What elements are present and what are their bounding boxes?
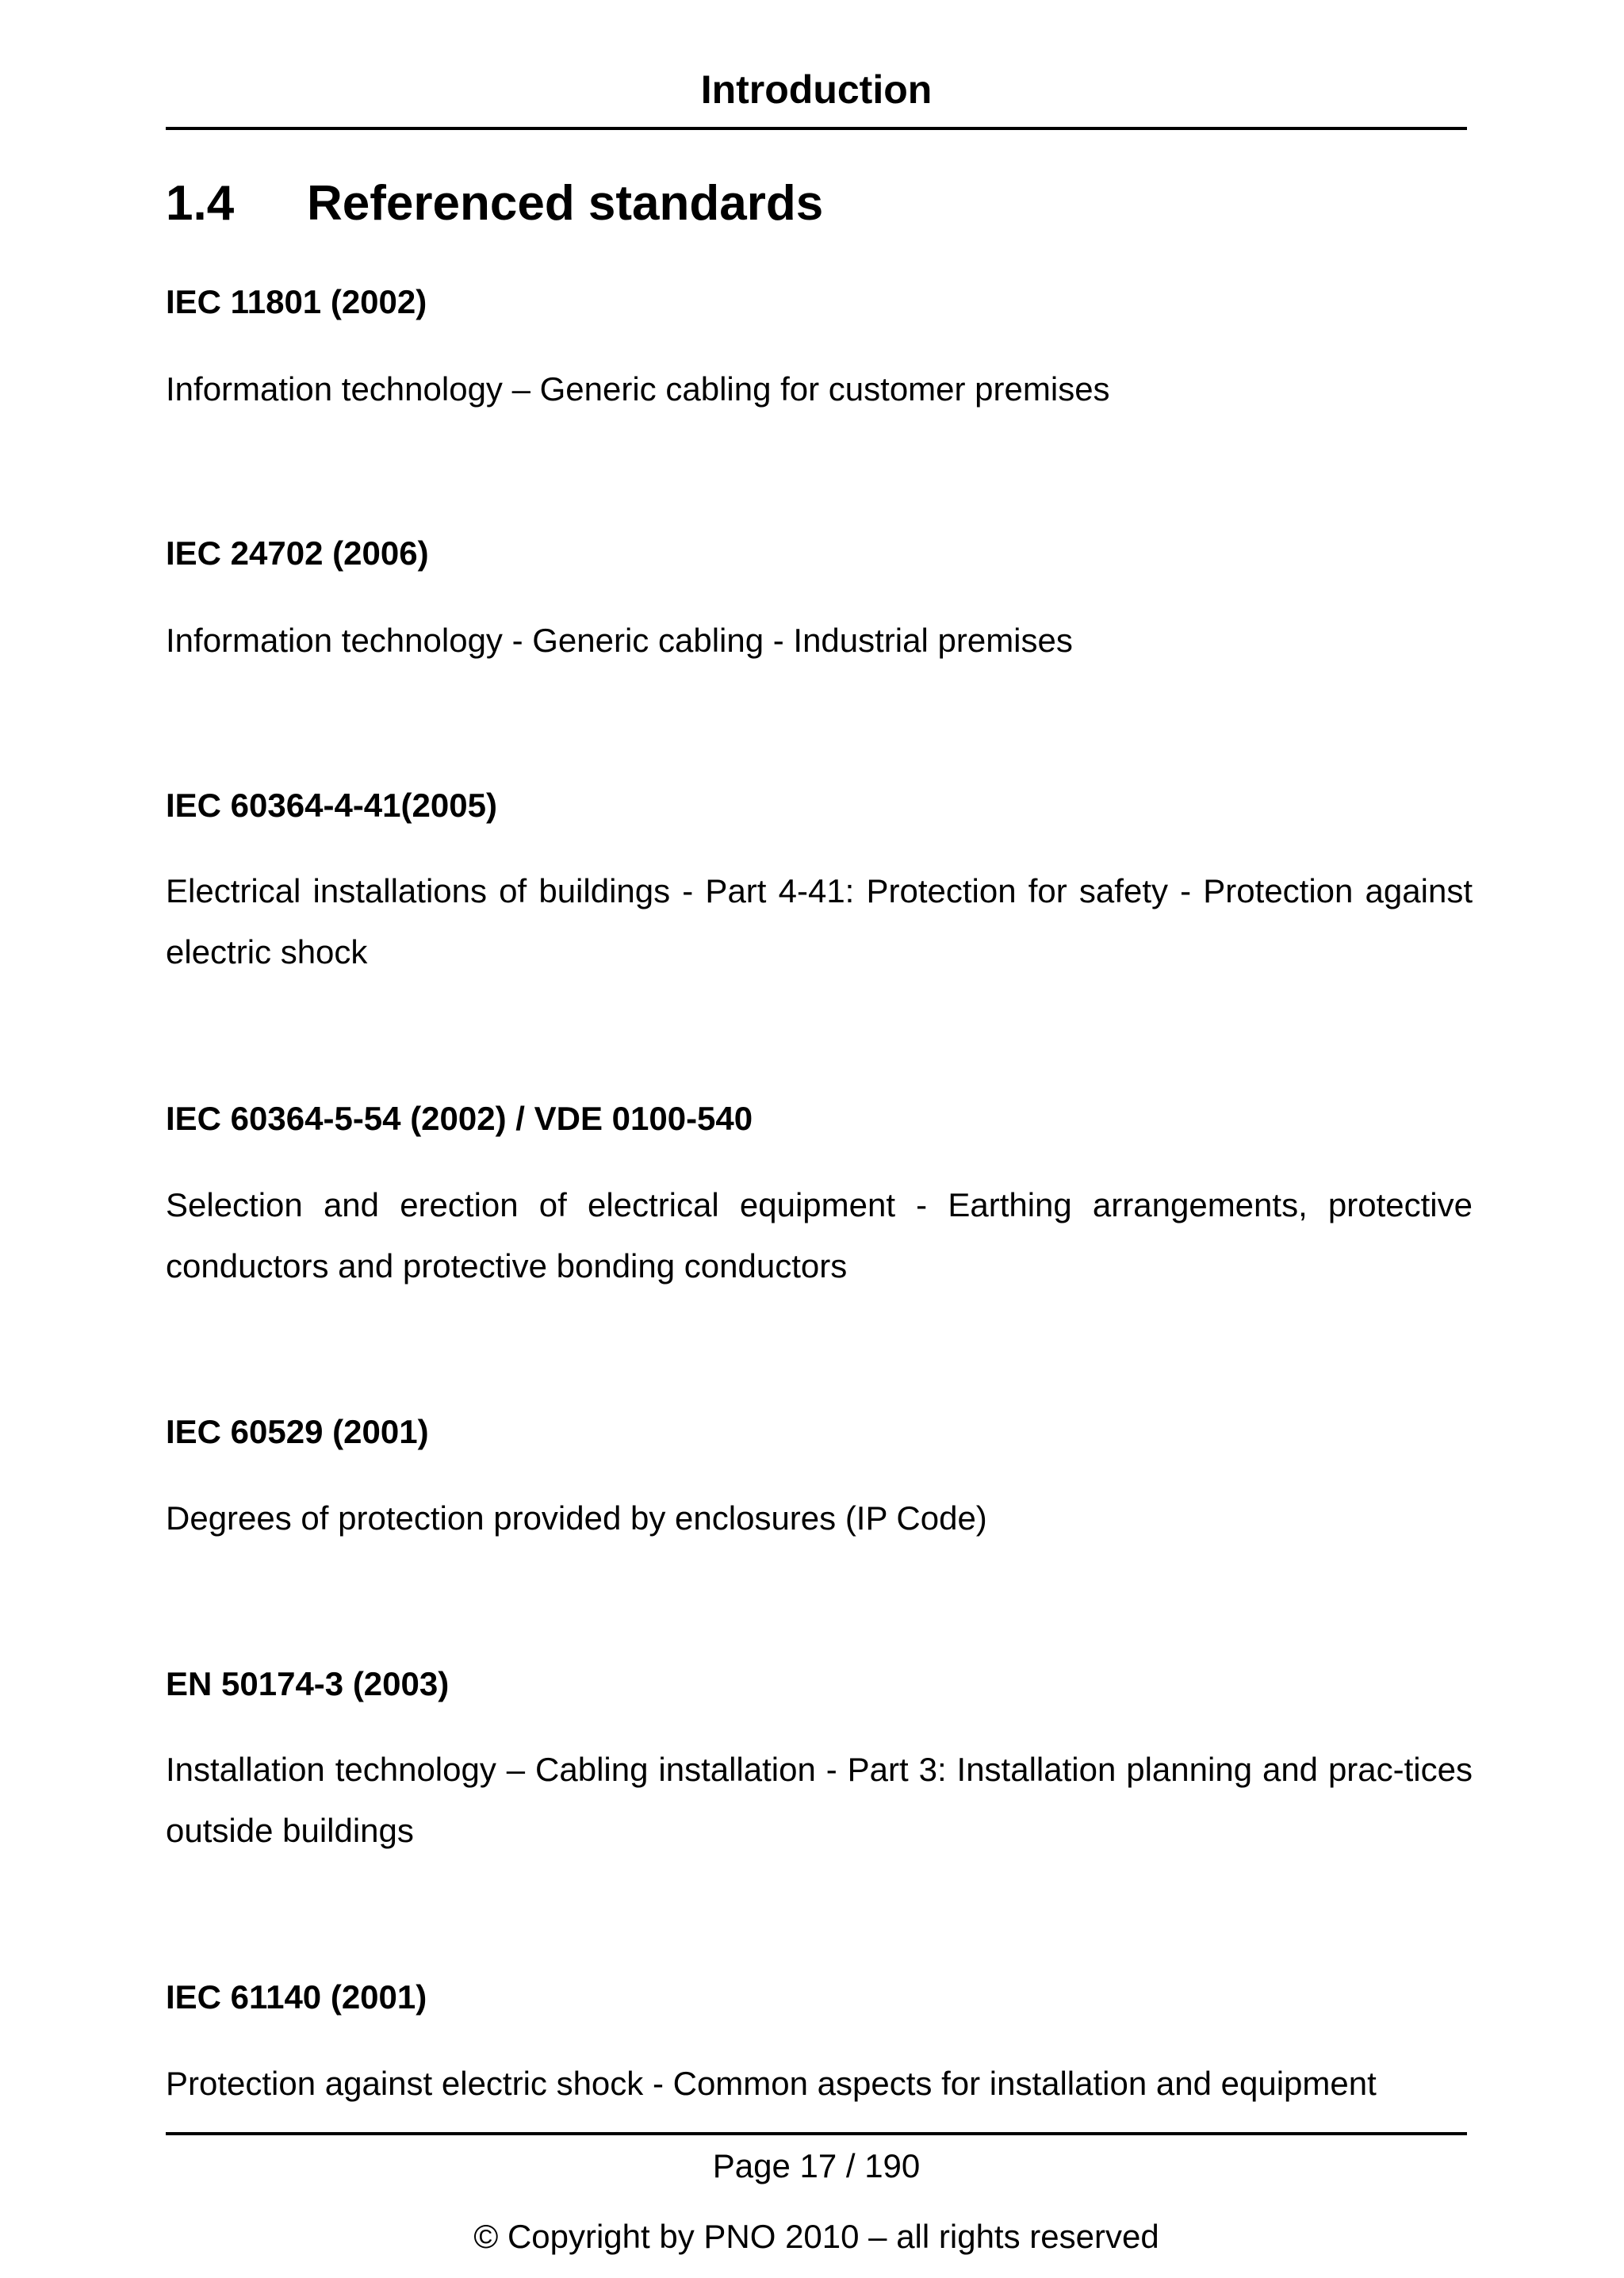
copyright-notice: © Copyright by PNO 2010 – all rights reserved: [473, 2218, 1159, 2255]
standard-description: Information technology - Generic cabling - Industrial premises: [166, 622, 1073, 659]
standard-description: Selection and erection of electrical equipment - Earthing arrangements, protective conductors and protective bonding conductors: [166, 1186, 1473, 1284]
page-number: Page 17 / 190: [712, 2147, 921, 2184]
standard-description: Information technology – Generic cabling for customer premises: [166, 370, 1110, 408]
footer-rule: [166, 2132, 1467, 2135]
standard-code: IEC 11801 (2002): [166, 283, 427, 320]
standard-code: IEC 60364-4-41(2005): [166, 787, 497, 824]
standard-code: IEC 24702 (2006): [166, 534, 429, 572]
standard-code: IEC 60529 (2001): [166, 1413, 429, 1450]
standard-code: IEC 61140 (2001): [166, 1978, 427, 2016]
running-header: Introduction: [700, 67, 933, 112]
header-rule: [166, 127, 1467, 130]
standard-description: Degrees of protection provided by enclosures (IP Code): [166, 1499, 987, 1537]
standard-description: Protection against electric shock - Common aspects for installation and equipment: [166, 2065, 1377, 2102]
standard-description: Installation technology – Cabling installation - Part 3: Installation planning and prac-tices outside buildings: [166, 1751, 1473, 1849]
section-heading: [166, 173, 823, 235]
standard-code: IEC 60364-5-54 (2002) / VDE 0100-540: [166, 1100, 753, 1137]
standard-description: Electrical installations of buildings - Part 4-41: Protection for safety - Protection against electric shock: [166, 872, 1473, 971]
standard-code: EN 50174-3 (2003): [166, 1665, 450, 1702]
section-title: Referenced standards: [307, 176, 824, 231]
section-number: 1.4: [166, 176, 235, 231]
